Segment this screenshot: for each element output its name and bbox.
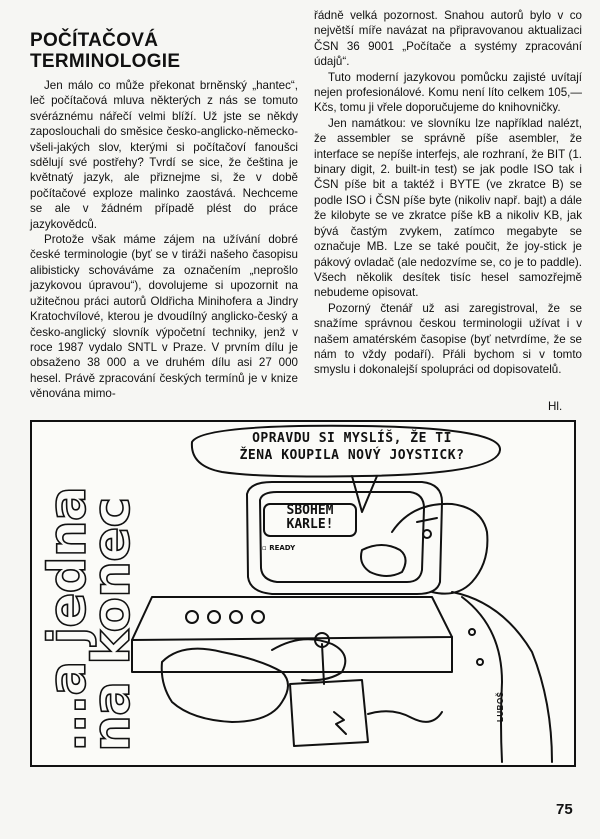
knob [230, 611, 242, 623]
article-title [30, 30, 180, 72]
speech-line2: ŽENA KOUPILA NOVÝ JOYSTICK? [239, 448, 465, 463]
joystick-stick [322, 644, 324, 684]
man-nose [361, 545, 406, 576]
side-caption-line1: ...a jedna [38, 487, 98, 752]
screen-line2: KARLE! [286, 517, 334, 532]
article-title-line2: TERMINOLOGIE [30, 51, 181, 72]
joystick-cable [368, 711, 442, 722]
cartoon-side-caption [38, 487, 142, 752]
paragraph: Protože však máme zájem na užívání dobré české terminologie (byť se v tiráži našeho časopisu alibisticky schováváme za označením „neprošlo jazykovou úpravou“), dovolujeme si upozornit na užitečnou práci autorů Oldřicha Minihofera a Jindry Kratochvílové, kterou je dvoudílný anglicko-český a česko-anglický slovník výpočetní techniky, jenž v roce 1987 vydalo SNTL v Praze. V prvním dílu je obsaženo 38 000 a ve druhém dílu asi 27 000 hesel. Právě zpracování českých termínů je v knize věnována mimo- [30, 233, 298, 401]
paragraph: Jen málo co může překonat brněnský „hantec“, leč počítačová mluva některých z nás se tomuto svéráznému nářečí velmi blíží. Už jste se někdy zaposlouchali do směsice česko-anglicko-německo-všeli-jakých slov, kterými si počítačoví fanoušci sdělují své postřehy? Tvrdí se sice, že čeština je květnatý jazyk, ale přiznejme si, že v době počítačové exploze malinko zaostává. Nechceme se ale v žádném případě plést do práce jazykovědců. [30, 79, 298, 231]
knob [252, 611, 264, 623]
article-column-left [30, 78, 298, 402]
speech-bubble-text [202, 430, 502, 476]
man-eyebrow [417, 518, 437, 522]
joystick-base [290, 680, 368, 746]
paragraph: Jen namátkou: ve slovníku lze například nalézt, že assembler se správně píše asembler, že interface se nepíše interfejs, ale rozhraní, že BIT (1. binary digit, 2. built-in test) se jak podle ISO tak i ČSN píše bit a taktéž i BYTE (ve zkratce B) se podle ISO i ČSN píše byte (nikoliv např. bajt) a dále že kilobyte se ve zkratce píše kB a nikoliv KB, jak bývá častým zvykem, zatímco megabyte se označuje MB. Lze se také poučit, že joy-stick je pákový ovladač (ale nedozvíme se, co je to paddle). Všech několik desítek tisíc hesel samozřejmě nebudeme opisovat. [314, 116, 582, 300]
screen-message [264, 504, 356, 532]
screen-status: ▫ READY [262, 544, 296, 552]
shirt-button [469, 629, 475, 635]
paragraph: Tuto moderní jazykovou pomůcku zajisté uvítají nejen profesionálové. Komu není líto celkem 105,— Kčs, tomu ji vřele doporučujeme do knihovničky. [314, 70, 582, 115]
cartoon-illustration [30, 420, 576, 767]
artist-signature: LUBOŠ [496, 691, 505, 722]
man-arm [462, 597, 502, 762]
side-caption-line2: na konec [82, 497, 142, 752]
man-eye [423, 530, 431, 538]
hand-left [162, 649, 288, 722]
screen-line1: SBOHEM [286, 503, 334, 518]
knob [186, 611, 198, 623]
article-column-right [314, 8, 582, 378]
keyboard-top [132, 597, 452, 640]
knob [208, 611, 220, 623]
shirt-button [477, 659, 483, 665]
lightning-symbol [334, 712, 346, 734]
paragraph: Pozorný čtenář už asi zaregistroval, že se snažíme správnou českou terminologii užívat i v našem amatérském časopise (byť netvrdíme, že se nám to vždy podaří). Přáli bychom si v tomto smyslu i dokonalejší spolupráci od dopisovatelů. [314, 301, 582, 377]
monitor-outline [247, 482, 442, 594]
article-title-line1: POČÍTAČOVÁ [30, 30, 159, 51]
page-number: 75 [556, 801, 573, 818]
screen-status-text: READY [269, 544, 296, 552]
speech-line1: OPRAVDU SI MYSLÍŠ, ŽE TI [252, 431, 452, 446]
author-signature: Hl. [548, 400, 563, 413]
paragraph: řádně velká pozornost. Snahou autorů bylo v co největší míře navázat na připravovanou aktualizaci ČSN 36 9001 „Počítače a systémy zpracování údajů“. [314, 9, 582, 69]
